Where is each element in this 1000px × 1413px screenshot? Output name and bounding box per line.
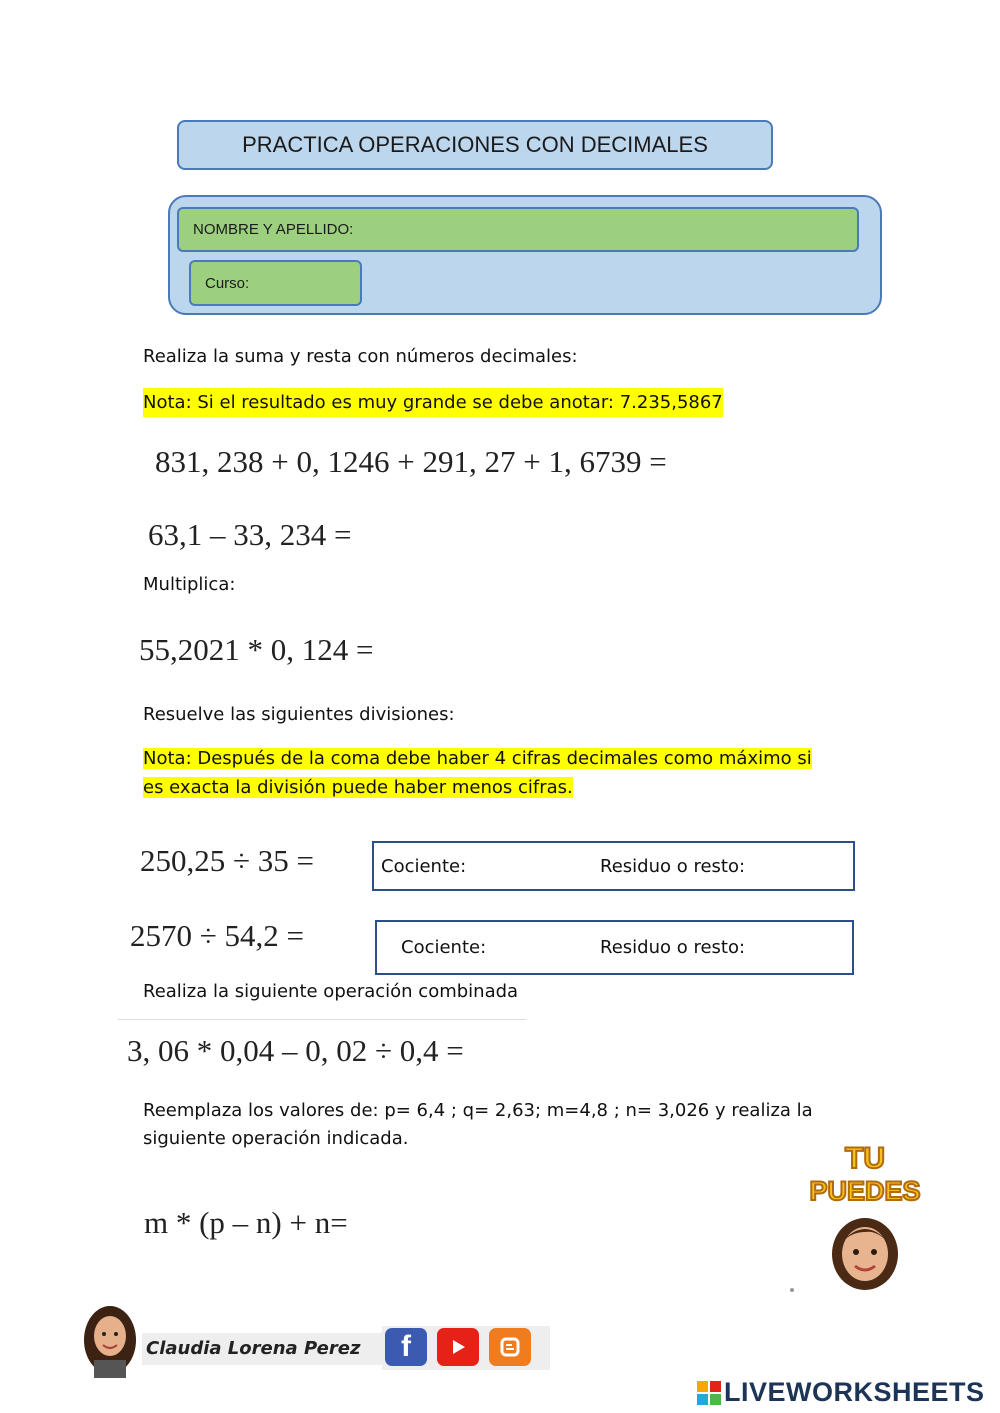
dot-mark (790, 1288, 794, 1292)
blogger-icon[interactable] (489, 1328, 531, 1366)
combined-expression: 3, 06 * 0,04 – 0, 02 ÷ 0,4 = (127, 1033, 464, 1068)
division1-remainder-label: Residuo o resto: (600, 856, 746, 877)
liveworksheets-logo-icon (697, 1381, 721, 1405)
worksheet-title: PRACTICA OPERACIONES CON DECIMALES (177, 120, 773, 170)
name-label: NOMBRE Y APELLIDO: (193, 221, 354, 238)
author-name: Claudia Lorena Perez (142, 1333, 386, 1365)
course-label: Curso: (205, 274, 250, 292)
divider-line (118, 1019, 526, 1020)
course-field[interactable] (189, 260, 362, 306)
mult-instruction: Multiplica: (143, 574, 236, 595)
division2-expression: 2570 ÷ 54,2 = (130, 918, 304, 953)
division1-quotient-label: Cociente: (381, 856, 467, 877)
subtraction-expression: 63,1 – 33, 234 = (148, 517, 352, 552)
replace-instruction-line2: siguiente operación indicada. (143, 1128, 409, 1149)
liveworksheets-brand: LIVEWORKSHEETS (724, 1377, 985, 1407)
division2-quotient-label: Cociente: (401, 937, 487, 958)
sum-instruction: Realiza la suma y resta con números decimales: (143, 346, 578, 367)
author-avatar (80, 1302, 140, 1378)
division2-remainder-label: Residuo o resto: (600, 937, 746, 958)
div-note-line1: Nota: Después de la coma debe haber 4 cifras decimales como máximo si (143, 748, 812, 769)
division1-expression: 250,25 ÷ 35 = (140, 843, 314, 878)
youtube-icon[interactable] (437, 1328, 479, 1366)
avatar-sticker (826, 1212, 904, 1292)
replace-expression: m * (p – n) + n= (144, 1205, 348, 1240)
facebook-glyph: f (401, 1330, 411, 1363)
sum-expression: 831, 238 + 0, 1246 + 291, 27 + 1, 6739 = (155, 444, 667, 479)
sticker-line1: TU (845, 1142, 885, 1175)
div-instruction: Resuelve las siguientes divisiones: (143, 704, 455, 725)
combined-instruction: Realiza la siguiente operación combinada (143, 981, 519, 1002)
div-note-line2: es exacta la división puede haber menos cifras. (143, 777, 573, 798)
sum-note: Nota: Si el resultado es muy grande se debe anotar: 7.235,5867 (143, 388, 723, 417)
facebook-icon[interactable] (385, 1328, 427, 1366)
replace-instruction-line1: Reemplaza los valores de: p= 6,4 ; q= 2,63; m=4,8 ; n= 3,026 y realiza la (143, 1100, 813, 1121)
mult-expression: 55,2021 * 0, 124 = (139, 632, 374, 667)
sticker-line2: PUEDES (809, 1176, 921, 1206)
div-note (143, 744, 863, 802)
name-field[interactable] (177, 207, 859, 252)
